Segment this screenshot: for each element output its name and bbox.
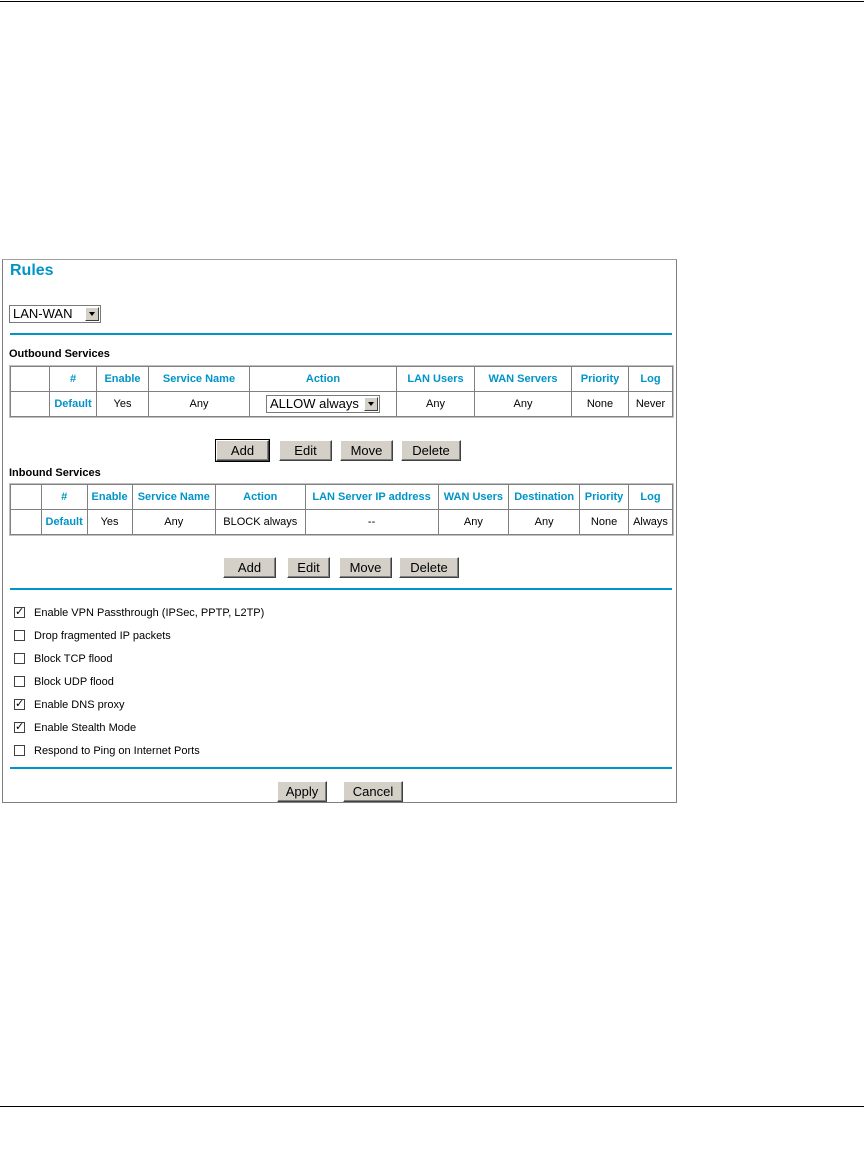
respond-to-ping-checkbox[interactable]	[14, 745, 25, 756]
table-header-row	[11, 367, 673, 392]
column-header-destination: Destination	[509, 485, 580, 510]
column-header-wan-users: WAN Users	[438, 485, 509, 510]
block-tcp-flood-label: Block TCP flood	[34, 653, 113, 665]
dns-proxy-label: Enable DNS proxy	[34, 699, 125, 711]
chevron-down-icon[interactable]	[85, 307, 99, 321]
vpn-passthrough-checkbox[interactable]: ✓	[15, 606, 25, 618]
row-select-cell[interactable]	[11, 392, 50, 417]
apply-button[interactable]: Apply	[277, 781, 327, 802]
cancel-button[interactable]: Cancel	[343, 781, 403, 802]
block-tcp-flood-checkbox[interactable]	[14, 653, 25, 664]
divider	[10, 767, 672, 769]
inbound-add-button[interactable]: Add	[223, 557, 276, 578]
column-header-service-name: Service Name	[132, 485, 216, 510]
block-udp-flood-label: Block UDP flood	[34, 676, 114, 688]
table-row[interactable]	[11, 392, 673, 417]
outbound-delete-button[interactable]: Delete	[401, 440, 461, 461]
column-header-select	[11, 367, 50, 392]
respond-to-ping-label: Respond to Ping on Internet Ports	[34, 745, 200, 757]
row-select-cell[interactable]	[11, 510, 42, 535]
outbound-move-button[interactable]: Move	[340, 440, 393, 461]
row-wan-users: Any	[438, 510, 509, 535]
column-header-action: Action	[250, 367, 397, 392]
divider	[10, 588, 672, 590]
drop-fragmented-label: Drop fragmented IP packets	[34, 630, 171, 642]
column-header-priority: Priority	[580, 485, 629, 510]
divider	[10, 333, 672, 335]
chevron-down-icon[interactable]	[364, 397, 378, 411]
column-header-lan-server-ip: LAN Server IP address	[305, 485, 438, 510]
inbound-delete-button[interactable]: Delete	[399, 557, 459, 578]
inbound-services-table	[10, 484, 673, 535]
column-header-log: Log	[629, 367, 673, 392]
column-header-number: #	[50, 367, 97, 392]
row-enable: Yes	[87, 510, 132, 535]
table-header-row	[11, 485, 673, 510]
page-bottom-rule	[0, 1106, 864, 1107]
stealth-mode-label: Enable Stealth Mode	[34, 722, 137, 734]
stealth-mode-checkbox[interactable]: ✓	[15, 721, 25, 733]
row-action: BLOCK always	[216, 510, 305, 535]
row-action-cell	[250, 392, 397, 417]
column-header-wan-servers: WAN Servers	[475, 367, 572, 392]
outbound-services-label: Outbound Services	[9, 348, 110, 360]
block-udp-flood-checkbox[interactable]	[14, 676, 25, 687]
row-service-name: Any	[132, 510, 216, 535]
row-log: Never	[629, 392, 673, 417]
drop-fragmented-checkbox[interactable]	[14, 630, 25, 641]
table-row[interactable]	[11, 510, 673, 535]
page-top-rule	[0, 1, 864, 2]
column-header-action: Action	[216, 485, 305, 510]
action-select-value: ALLOW always	[270, 396, 359, 411]
action-select[interactable]	[266, 395, 380, 413]
inbound-services-label: Inbound Services	[9, 467, 101, 479]
inbound-edit-button[interactable]: Edit	[287, 557, 330, 578]
rules-panel	[2, 259, 677, 803]
vpn-passthrough-label: Enable VPN Passthrough (IPSec, PPTP, L2TP)	[34, 607, 265, 619]
row-log: Always	[628, 510, 672, 535]
column-header-log: Log	[628, 485, 672, 510]
outbound-services-table	[10, 366, 673, 417]
row-number: Default	[50, 392, 97, 417]
row-service-name: Any	[149, 392, 250, 417]
column-header-enable: Enable	[97, 367, 149, 392]
row-priority: None	[580, 510, 629, 535]
column-header-lan-users: LAN Users	[397, 367, 475, 392]
page-title: Rules	[10, 262, 54, 279]
row-lan-users: Any	[397, 392, 475, 417]
outbound-add-button[interactable]: Add	[216, 440, 269, 461]
row-lan-server-ip: --	[305, 510, 438, 535]
column-header-number: #	[41, 485, 87, 510]
row-enable: Yes	[97, 392, 149, 417]
row-priority: None	[572, 392, 629, 417]
direction-select-value: LAN-WAN	[13, 306, 73, 321]
row-wan-servers: Any	[475, 392, 572, 417]
direction-select[interactable]	[9, 305, 101, 323]
outbound-edit-button[interactable]: Edit	[279, 440, 332, 461]
row-destination: Any	[509, 510, 580, 535]
column-header-service-name: Service Name	[149, 367, 250, 392]
dns-proxy-checkbox[interactable]: ✓	[15, 698, 25, 710]
column-header-priority: Priority	[572, 367, 629, 392]
row-number: Default	[41, 510, 87, 535]
inbound-move-button[interactable]: Move	[339, 557, 392, 578]
column-header-enable: Enable	[87, 485, 132, 510]
column-header-select	[11, 485, 42, 510]
